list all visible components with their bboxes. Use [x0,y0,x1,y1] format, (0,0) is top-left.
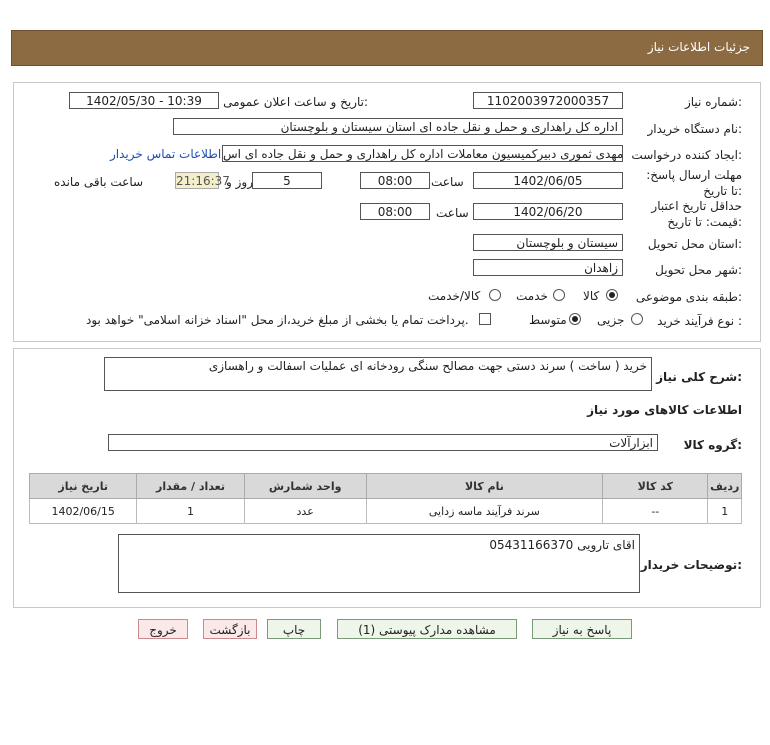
province-field: سیستان و بلوچستان [473,234,623,251]
validity-time-field: 08:00 [360,203,430,220]
need-number-label: شماره نیاز: [684,95,742,109]
category-radio-service[interactable] [553,289,565,301]
cell-row: 1 [708,499,742,524]
col-header-row: ردیف [708,474,742,499]
cell-code: -- [603,499,708,524]
remaining-timer: 21:16:37 [176,174,230,188]
contact-buyer-link[interactable]: اطلاعات تماس خریدار [110,147,222,161]
days-label: روز و [226,175,253,189]
category-option-goods-service: کالا/خدمت [428,289,481,303]
description-field: خرید ( ساخت ) سرند دستی جهت مصالح سنگی رودخانه ای عملیات اسفالت و راهسازی [104,357,652,391]
cell-unit: عدد [244,499,366,524]
goods-info-title: اطلاعات کالاهای مورد نیاز [587,403,742,417]
validity-time-label: ساعت [436,206,469,220]
process-radio-minor[interactable] [631,313,643,325]
buyer-org-label: نام دستگاه خریدار: [647,122,742,136]
treasury-checkbox[interactable] [479,313,491,325]
category-radio-goods[interactable] [606,289,618,301]
table-row[interactable] [30,499,742,524]
city-field: زاهدان [473,259,623,276]
need-number-field: 1102003972000357 [473,92,623,109]
col-header-code: کد کالا [603,474,708,499]
remaining-label: ساعت باقی مانده [54,175,144,189]
validity-date-field: 1402/06/20 [473,203,623,220]
table-header-row [30,474,742,499]
payment-note: پرداخت تمام یا بخشی از مبلغ خرید،از محل "اسناد خزانه اسلامی" خواهد بود. [86,313,469,327]
col-header-date: تاریخ نیاز [30,474,137,499]
days-field: 5 [252,172,322,189]
creator-label: ایجاد کننده درخواست: [631,148,742,162]
buyer-notes-field [118,534,640,593]
reply-button[interactable]: پاسخ به نیاز [532,619,632,639]
deadline-label: مهلت ارسال پاسخ: تا تاریخ: [646,168,742,198]
items-table [29,473,742,524]
exit-button[interactable]: خروج [138,619,188,639]
back-button[interactable]: بازگشت [203,619,257,639]
cell-qty: 1 [137,499,244,524]
page-header [11,30,763,66]
deadline-time-field: 08:00 [360,172,430,189]
deadline-time-label: ساعت [431,175,464,189]
goods-group-field: ابزارآلات [108,434,658,451]
page-title: جزئیات اطلاعات نیاز [647,40,750,54]
validity-label: حداقل تاریخ اعتبار قیمت: تا تاریخ: [651,199,742,229]
process-option-minor: جزیی [597,313,625,327]
cell-date: 1402/06/15 [30,499,137,524]
description-label: شرح کلی نیاز: [656,370,742,384]
buyer-org-field: اداره کل راهداری و حمل و نقل جاده ای استان سیستان و بلوچستان [173,118,623,135]
deadline-date-field: 1402/06/05 [473,172,623,189]
print-button[interactable]: چاپ [267,619,321,639]
buyer-notes-text: 05431166370 اقای تارویی [489,538,635,552]
buyer-notes-label: توضیحات خریدار: [640,558,742,572]
process-option-medium: متوسط [529,313,567,327]
province-label: استان محل تحویل: [647,237,742,251]
col-header-unit: واحد شمارش [244,474,366,499]
process-radio-medium[interactable] [569,313,581,325]
process-label: نوع فرآیند خرید : [657,314,742,328]
col-header-name: نام کالا [366,474,603,499]
category-option-goods: کالا [583,289,600,303]
announce-field: 1402/05/30 - 10:39 [69,92,219,109]
city-label: شهر محل تحویل: [655,263,742,277]
category-option-service: خدمت [516,289,548,303]
announce-label: تاریخ و ساعت اعلان عمومی: [223,95,368,109]
cell-name: سرند فرآیند ماسه زدایی [366,499,603,524]
category-radio-goods-service[interactable] [489,289,501,301]
category-label: طبقه بندی موضوعی: [635,290,742,304]
goods-group-label: گروه کالا: [683,438,742,452]
attachments-button[interactable]: مشاهده مدارک پیوستی (1) [337,619,517,639]
creator-field: مهدی ثموری دبیرکمیسیون معاملات اداره کل راهداری و حمل و نقل جاده ای اس [223,147,624,161]
col-header-qty: تعداد / مقدار [137,474,244,499]
